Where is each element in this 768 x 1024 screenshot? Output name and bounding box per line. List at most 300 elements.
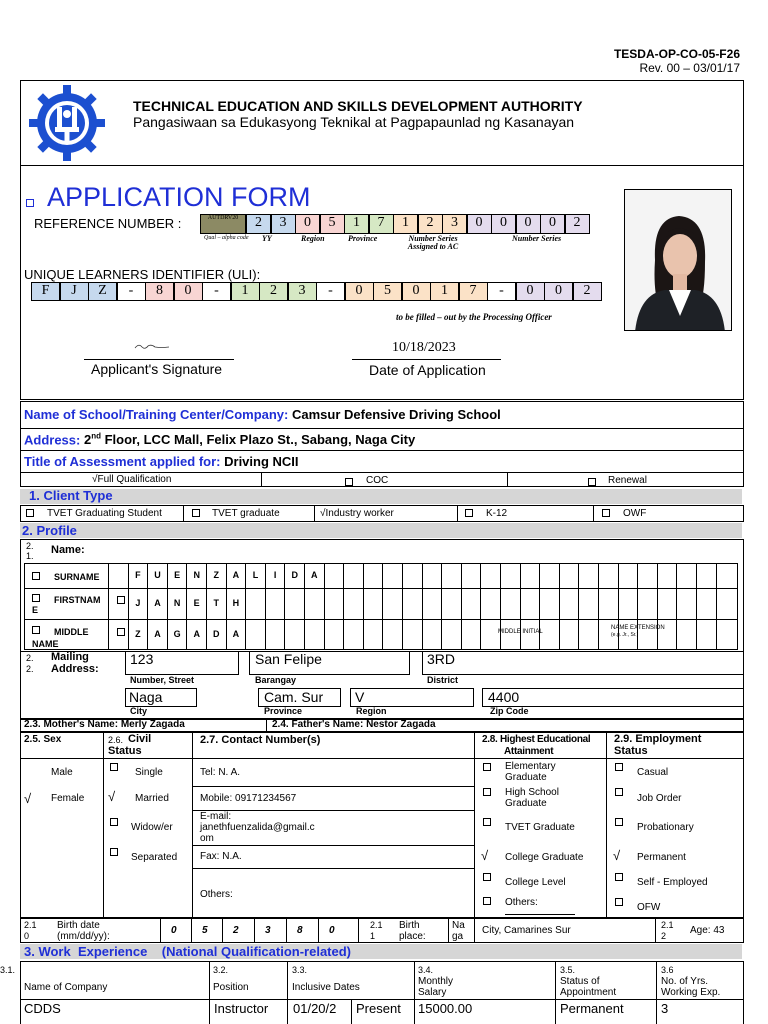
- reference-digit-cell: 0: [467, 214, 492, 234]
- client-type-checkbox-icon[interactable]: [192, 509, 200, 517]
- work-salary: 15000.00: [418, 1001, 473, 1016]
- uli-char-cell: 5: [373, 282, 402, 301]
- edu-elementary-graduate: Graduate: [505, 772, 547, 783]
- employment-label: 2.9. Employment: [614, 733, 702, 745]
- surname-label: SURNAME: [54, 572, 100, 582]
- divider: [606, 732, 607, 918]
- employment-label2: Status: [614, 745, 648, 757]
- work-h4-num: 3.4.: [418, 965, 434, 975]
- emp-casual-checkbox-icon[interactable]: [615, 763, 623, 771]
- district-field[interactable]: [422, 651, 744, 675]
- section-1-title: 1. Client Type: [29, 488, 113, 503]
- renewal-checkbox-icon[interactable]: [588, 478, 596, 486]
- name-letter-cell: [500, 563, 520, 588]
- item-2-1-number: 2. 1.: [26, 541, 34, 561]
- name-letter-cell: [539, 588, 559, 619]
- address-value: 2nd Floor, LCC Mall, Felix Plazo St., Sabang, Naga City: [83, 432, 416, 448]
- name-letter-cell: [676, 588, 696, 619]
- mailing-num2: 2.: [26, 664, 34, 674]
- name-letter-cell: [559, 588, 579, 619]
- divider: [209, 961, 210, 1024]
- name-letter-cell: T: [206, 588, 226, 619]
- name-letter-cell: [265, 588, 285, 619]
- emp-self-employed: Self - Employed: [637, 877, 708, 888]
- civil-label: Civil: [128, 733, 152, 745]
- name-letter-cell: I: [265, 563, 285, 588]
- civil-num: 2.6.: [108, 735, 124, 745]
- edu-college-graduate: College Graduate: [505, 852, 584, 863]
- date-label: Date of Application: [369, 362, 486, 378]
- birthplace-value: City, Camarines Sur: [482, 925, 571, 936]
- edu-highschool-checkbox-icon[interactable]: [483, 788, 491, 796]
- divider: [160, 918, 161, 943]
- emp-ofw: OFW: [637, 902, 661, 913]
- name-letter-cell: [657, 563, 677, 588]
- surname-checkbox-icon: [32, 572, 40, 580]
- name-letter-cell: [461, 588, 481, 619]
- form-title: APPLICATION FORM: [47, 182, 311, 212]
- name-letter-cell: [284, 619, 304, 650]
- signature-label: Applicant's Signature: [91, 361, 223, 377]
- name-label: Name:: [51, 544, 85, 556]
- work-h5-num: 3.5.: [560, 965, 576, 975]
- edu-college-level-checkbox-icon[interactable]: [483, 873, 491, 881]
- signature-scribble-icon: [133, 341, 173, 351]
- edu-tvet-graduate: TVET Graduate: [505, 822, 575, 833]
- reference-digit-cell: 0: [540, 214, 565, 234]
- name-letter-cell: [245, 619, 265, 650]
- name-letter-cell: L: [245, 563, 265, 588]
- name-letter-cell: Z: [128, 619, 148, 650]
- education-label: 2.8. Highest Educational: [482, 734, 591, 745]
- district-value: 3RD: [427, 651, 456, 667]
- reference-digit-cell: 1: [344, 214, 369, 234]
- reference-label: REFERENCE NUMBER :: [34, 216, 182, 231]
- emp-permanent-check[interactable]: √: [613, 848, 621, 863]
- sex-label: 2.5. Sex: [24, 734, 62, 745]
- work-date-to: Present: [356, 1001, 401, 1016]
- name-letter-cell: [245, 588, 265, 619]
- name-letter-cell: [343, 588, 363, 619]
- region-value: V: [355, 689, 365, 705]
- name-letter-cell: [618, 563, 638, 588]
- contact-fax[interactable]: Fax: N.A.: [200, 851, 242, 862]
- reference-digit-cell: 1: [393, 214, 418, 234]
- divider: [656, 961, 657, 1024]
- divider: [192, 845, 474, 846]
- work-h5: Status of: [560, 976, 600, 987]
- name-letter-cell: [637, 563, 657, 588]
- name-letter-cell: [108, 563, 128, 588]
- section-3-title: 3. Work Experience (National Qualification-related): [24, 944, 352, 959]
- name-letter-cell: [382, 588, 402, 619]
- coc-checkbox-icon[interactable]: [345, 478, 353, 486]
- date-line: [352, 359, 501, 360]
- mother-name: 2.3. Mother's Name: Merly Zagada: [24, 719, 185, 730]
- zip-label: Zip Code: [490, 706, 529, 716]
- divider: [20, 758, 744, 759]
- work-h3-num: 3.3.: [292, 965, 308, 975]
- birth-digit: 2: [233, 925, 239, 936]
- name-letter-cell: [324, 563, 344, 588]
- civil-single: Single: [135, 767, 163, 778]
- work-date-from: 01/20/2: [293, 1001, 337, 1016]
- reference-digit-cell: 5: [320, 214, 345, 234]
- divider: [555, 961, 556, 1024]
- divider: [351, 999, 352, 1024]
- coc-label: COC: [366, 475, 389, 486]
- name-letter-cell: [304, 588, 324, 619]
- sex-female: Female: [51, 793, 85, 804]
- section-1-header: [20, 489, 742, 504]
- birthplace-label2: place:: [399, 931, 426, 942]
- divider: [20, 472, 744, 473]
- section-2-header: [20, 523, 742, 538]
- name-letter-cell: [578, 563, 598, 588]
- birth-num2: 0: [24, 931, 30, 941]
- name-letter-cell: [363, 588, 383, 619]
- uli-char-cell: -: [117, 282, 146, 301]
- uli-char-cell: 0: [544, 282, 573, 301]
- name-letter-cell: [676, 563, 696, 588]
- name-letter-cell: [441, 588, 461, 619]
- name-letter-cell: [461, 563, 481, 588]
- uli-label: UNIQUE LEARNERS IDENTIFIER (ULI):: [24, 267, 261, 282]
- client-type-checkbox-icon[interactable]: [26, 509, 34, 517]
- age-num: 2.1: [661, 920, 674, 930]
- divider: [261, 472, 262, 487]
- age-num2: 2: [661, 931, 667, 941]
- city-label: City: [130, 706, 148, 716]
- agency-subtitle: Pangasiwaan sa Edukasyong Teknikal at Pagpapaunlad ng Kasanayan: [133, 114, 575, 130]
- firstname-checkbox-icon: [32, 594, 40, 602]
- edu-highschool-graduate: Graduate: [505, 798, 547, 809]
- ref-caption-series: Number Series: [512, 234, 562, 243]
- divider: [20, 450, 744, 451]
- name-letter-cell: [676, 619, 696, 650]
- work-h2-num: 3.2.: [213, 965, 229, 975]
- emp-probationary: Probationary: [637, 822, 694, 833]
- divider: [593, 505, 594, 522]
- divider: [414, 961, 415, 1024]
- assessment-label: Title of Assessment applied for:: [24, 454, 221, 469]
- name-letter-cell: [716, 588, 736, 619]
- emp-joborder-checkbox-icon[interactable]: [615, 788, 623, 796]
- agency-name: TECHNICAL EDUCATION AND SKILLS DEVELOPMENT AUTHORITY: [133, 98, 583, 114]
- region-field[interactable]: [350, 688, 474, 707]
- ref-caption-region: Region: [301, 234, 325, 243]
- divider: [448, 918, 449, 943]
- name-letter-cell: G: [167, 619, 187, 650]
- address-label: Address:: [24, 432, 81, 448]
- uli-char-cell: 1: [430, 282, 459, 301]
- province-value: Cam. Sur: [264, 689, 324, 705]
- uli-char-cell: 3: [288, 282, 317, 301]
- name-letter-cell: [284, 588, 304, 619]
- edu-others-line: [505, 914, 575, 915]
- middlename-checkbox-icon: [32, 626, 40, 634]
- divider: [655, 918, 656, 943]
- reference-digit-cell: 0: [491, 214, 516, 234]
- region-label: Region: [356, 706, 387, 716]
- client-type-k12: K-12: [486, 508, 508, 519]
- birth-label2: (mm/dd/yy):: [57, 931, 110, 942]
- mailing-label: Mailing: [51, 651, 89, 663]
- civil-widow-checkbox-icon[interactable]: [110, 818, 118, 826]
- birthplace-b: ga: [452, 931, 464, 942]
- divider: [192, 810, 474, 811]
- signature-line: [84, 359, 234, 360]
- name-letter-cell: [265, 619, 285, 650]
- uli-char-cell: F: [31, 282, 60, 301]
- reference-digit-cell: 2: [246, 214, 271, 234]
- mailing-num: 2.: [26, 653, 34, 663]
- name-letter-cell: [480, 588, 500, 619]
- applicant-photo: [624, 189, 732, 331]
- emp-self-employed-checkbox-icon[interactable]: [615, 873, 623, 881]
- name-letter-cell: [108, 619, 128, 650]
- client-type-industry-worker: √Industry worker: [320, 508, 394, 519]
- name-letter-cell: A: [147, 619, 167, 650]
- reference-digit-cell: 2: [565, 214, 590, 234]
- client-type-tvet-graduating: TVET Graduating Student: [47, 508, 162, 519]
- name-letter-cell: [657, 619, 677, 650]
- zip-value: 4400: [488, 689, 520, 705]
- name-letter-cell: D: [206, 619, 226, 650]
- date-value: 10/18/2023: [392, 340, 456, 355]
- birthplace-a: Na: [452, 920, 465, 931]
- divider: [287, 961, 288, 1024]
- middle-initial-label: MIDDLE INITIAL: [498, 629, 543, 635]
- name-letter-cell: [637, 588, 657, 619]
- contact-mobile[interactable]: Mobile: 09171234567: [200, 793, 297, 804]
- name-letter-cell: A: [147, 588, 167, 619]
- name-letter-cell: A: [186, 619, 206, 650]
- assessment-full-qualification[interactable]: √Full Qualification: [92, 474, 172, 485]
- edu-college-graduate-check[interactable]: √: [481, 848, 489, 863]
- civil-widow: Widow/er: [131, 822, 173, 833]
- name-letter-cell: J: [128, 588, 148, 619]
- name-letter-cell: [402, 588, 422, 619]
- school-value: Camsur Defensive Driving School: [292, 407, 501, 422]
- street-value: 123: [130, 651, 154, 667]
- firstname-label-wrap: E: [32, 605, 39, 615]
- work-years: 3: [661, 1001, 669, 1016]
- uli-char-cell: 8: [145, 282, 174, 301]
- reference-prefix: AUTDRV20: [200, 214, 246, 234]
- tesda-logo-icon: [26, 82, 108, 164]
- divider: [318, 918, 319, 943]
- birth-label: Birth date: [57, 920, 100, 931]
- name-letter-cell: [598, 588, 618, 619]
- name-letter-cell: [559, 619, 579, 650]
- emp-casual: Casual: [637, 767, 669, 778]
- client-type-owf: OWF: [623, 508, 647, 519]
- name-letter-cell: [402, 619, 422, 650]
- name-letter-cell: [598, 563, 618, 588]
- name-letter-cell: [480, 563, 500, 588]
- district-label: District: [427, 675, 459, 685]
- name-letter-cell: [637, 619, 657, 650]
- name-letter-cell: U: [147, 563, 167, 588]
- edu-elementary: Elementary: [505, 761, 556, 772]
- work-h3: Inclusive Dates: [292, 982, 360, 993]
- uli-char-cell: -: [487, 282, 516, 301]
- renewal-label: Renewal: [608, 475, 647, 486]
- firstname-label: FIRSTNAM: [54, 595, 101, 605]
- edu-tvet-checkbox-icon[interactable]: [483, 818, 491, 826]
- divider: [457, 505, 458, 522]
- name-letter-cell: [500, 588, 520, 619]
- client-type-checkbox-icon[interactable]: [602, 509, 610, 517]
- work-position: Instructor: [214, 1001, 269, 1016]
- divider: [286, 918, 287, 943]
- emp-permanent: Permanent: [637, 852, 686, 863]
- name-letter-cell: [520, 563, 540, 588]
- name-letter-cell: [422, 619, 442, 650]
- middlename-label: MIDDLE: [54, 627, 89, 637]
- edu-college-level: College Level: [505, 877, 566, 888]
- emp-probationary-checkbox-icon[interactable]: [615, 818, 623, 826]
- father-name: 2.4. Father's Name: Nestor Zagada: [272, 719, 436, 730]
- name-letter-cell: [696, 563, 716, 588]
- birthplace-num: 2.1: [370, 920, 383, 930]
- work-h6-num: 3.6: [661, 965, 674, 975]
- name-letter-cell: [520, 588, 540, 619]
- name-letter-cell: [343, 563, 363, 588]
- civil-married-check[interactable]: √: [108, 789, 116, 804]
- city-value: Naga: [129, 689, 163, 705]
- reference-digit-cell: 3: [442, 214, 467, 234]
- edu-others: Others:: [505, 897, 538, 908]
- mailing-label2: Address:: [51, 663, 99, 675]
- name-letter-cell: [402, 563, 422, 588]
- uli-char-cell: 1: [231, 282, 260, 301]
- emp-job-order: Job Order: [637, 793, 682, 804]
- age-value: Age: 43: [690, 925, 725, 936]
- name-letter-cell: [422, 563, 442, 588]
- name-letter-cell: [382, 563, 402, 588]
- work-h2: Position: [213, 982, 249, 993]
- edu-highschool: High School: [505, 787, 559, 798]
- name-letter-cell: [657, 588, 677, 619]
- ref-caption-province: Province: [348, 234, 378, 243]
- ref-caption-yy: YY: [262, 234, 272, 243]
- client-type-checkbox-icon[interactable]: [465, 509, 473, 517]
- civil-label2: Status: [108, 745, 142, 757]
- name-extension-example: (e.g. Jr., Sr.): [611, 632, 639, 638]
- work-status: Permanent: [560, 1001, 624, 1016]
- uli-char-cell: 7: [459, 282, 488, 301]
- birth-num: 2.1: [24, 920, 37, 930]
- sex-female-check[interactable]: √: [24, 791, 32, 806]
- name-extension-label: NAME EXTENSION: [611, 625, 665, 631]
- middlename-label-wrap: NAME: [32, 639, 59, 649]
- name-letter-cell: [539, 563, 559, 588]
- uli-char-cell: -: [202, 282, 231, 301]
- name-letter-cell: [716, 619, 736, 650]
- birth-digit: 0: [329, 925, 335, 936]
- section-2-title: 2. Profile: [22, 523, 77, 538]
- name-letter-cell: N: [167, 588, 187, 619]
- work-h1-num: 3.1.: [0, 965, 16, 975]
- street-label: Number, Street: [130, 675, 195, 685]
- contact-others[interactable]: Others:: [200, 889, 233, 900]
- name-letter-cell: [578, 588, 598, 619]
- name-letter-cell: [618, 588, 638, 619]
- zip-field[interactable]: [482, 688, 744, 707]
- divider: [192, 732, 193, 918]
- reference-digit-cell: 3: [271, 214, 296, 234]
- name-letter-cell: A: [226, 619, 246, 650]
- uli-char-cell: -: [316, 282, 345, 301]
- work-h4b: Salary: [418, 987, 447, 998]
- name-letter-cell: D: [284, 563, 304, 588]
- reference-digit-cell: 0: [516, 214, 541, 234]
- ref-caption-qual: Qual – alpha code: [204, 235, 249, 241]
- uli-char-cell: 2: [259, 282, 288, 301]
- divider: [358, 918, 359, 943]
- name-letter-cell: [324, 619, 344, 650]
- name-letter-cell: [716, 563, 736, 588]
- name-letter-cell: A: [226, 563, 246, 588]
- divider: [20, 999, 744, 1000]
- education-label2: Attainment: [504, 746, 554, 757]
- work-h5b: Appointment: [560, 987, 617, 998]
- reference-digit-cell: 7: [369, 214, 394, 234]
- contact-email-2: om: [200, 833, 214, 844]
- contact-email-1[interactable]: janethfuenzalida@gmail.c: [200, 822, 315, 833]
- emp-ofw-checkbox-icon[interactable]: [615, 898, 623, 906]
- name-letter-cell: E: [186, 588, 206, 619]
- divider: [192, 868, 474, 869]
- barangay-label: Barangay: [255, 675, 297, 685]
- uli-char-cell: 0: [402, 282, 431, 301]
- divider: [20, 428, 744, 429]
- name-letter-cell: N: [186, 563, 206, 588]
- reference-digit-cell: 2: [418, 214, 443, 234]
- client-type-tvet-graduate: TVET graduate: [212, 508, 280, 519]
- name-letter-cell: [363, 563, 383, 588]
- edu-others-checkbox-icon[interactable]: [483, 897, 491, 905]
- civil-single-checkbox-icon[interactable]: [110, 763, 118, 771]
- birth-digit: 3: [265, 925, 271, 936]
- work-h1: Name of Company: [24, 982, 108, 993]
- name-letter-cell: A: [304, 563, 324, 588]
- work-h4: Monthly: [418, 976, 454, 987]
- contact-tel[interactable]: Tel: N. A.: [200, 767, 241, 778]
- name-letter-cell: [441, 619, 461, 650]
- work-h6b: Working Exp.: [661, 987, 721, 998]
- divider: [474, 732, 475, 918]
- divider: [192, 786, 474, 787]
- name-letter-cell: [578, 619, 598, 650]
- birthplace-num2: 1: [370, 931, 376, 941]
- civil-separated: Separated: [131, 852, 178, 863]
- edu-elementary-checkbox-icon[interactable]: [483, 763, 491, 771]
- name-letter-cell: [696, 588, 716, 619]
- name-letter-cell: F: [128, 563, 148, 588]
- ref-caption-series-ac: Number Series Assigned to AC: [407, 234, 459, 251]
- uli-char-cell: 0: [174, 282, 203, 301]
- name-letter-cell: [696, 619, 716, 650]
- school-label: Name of School/Training Center/Company:: [24, 407, 289, 422]
- work-h6: No. of Yrs.: [661, 976, 709, 987]
- divider: [222, 918, 223, 943]
- personal-info-block: [20, 732, 744, 918]
- civil-separated-checkbox-icon[interactable]: [110, 848, 118, 856]
- birth-digit: 5: [202, 925, 208, 936]
